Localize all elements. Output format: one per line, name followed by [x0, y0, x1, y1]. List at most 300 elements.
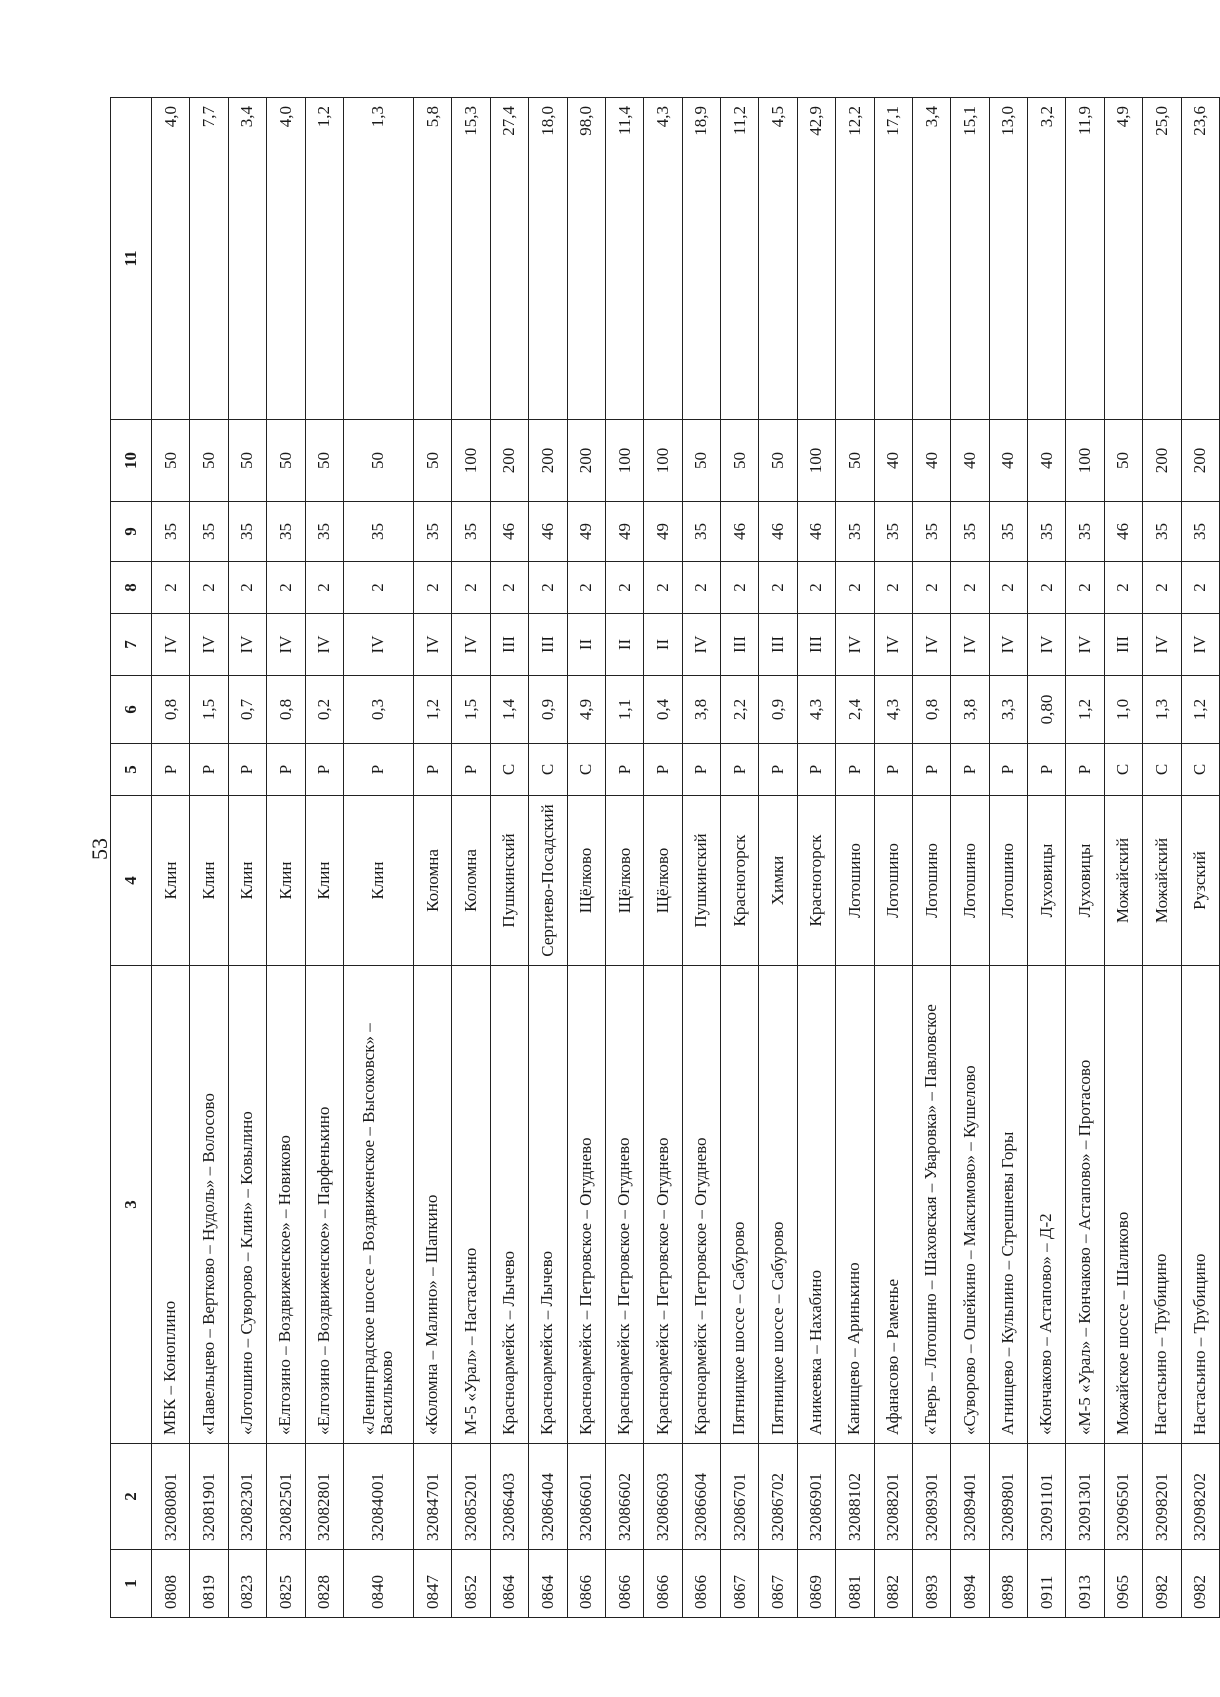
cell-col-11: 4,3	[644, 98, 682, 420]
cell-col-1: 0828	[305, 1550, 343, 1618]
cell-col-3: «М-5 «Урал» – Кончаково – Астапово» – Протасово	[1066, 966, 1104, 1444]
cell-col-3: Можайское шоссе – Шаликово	[1104, 966, 1142, 1444]
cell-col-5: Р	[682, 744, 720, 796]
cell-col-4: Лотошино	[836, 796, 874, 966]
cell-col-2: 32091101	[1028, 1444, 1066, 1550]
cell-col-4: Красногорск	[797, 796, 835, 966]
cell-col-9: 35	[912, 502, 950, 562]
table-body	[152, 98, 1220, 1618]
cell-col-5: Р	[989, 744, 1027, 796]
cell-col-8: 2	[797, 562, 835, 614]
cell-col-2: 32080801	[152, 1444, 190, 1550]
cell-col-3: Красноармейск – Лычево	[490, 966, 528, 1444]
cell-col-2: 32082301	[228, 1444, 266, 1550]
cell-col-3: «Елгозино – Воздвиженское» – Парфенькино	[305, 966, 343, 1444]
cell-col-7: II	[567, 614, 605, 676]
column-header-6: 6	[111, 676, 152, 744]
cell-col-8: 2	[228, 562, 266, 614]
cell-col-5: Р	[152, 744, 190, 796]
cell-col-10: 50	[414, 420, 452, 502]
cell-col-5: С	[1104, 744, 1142, 796]
cell-col-9: 35	[874, 502, 912, 562]
cell-col-11: 42,9	[797, 98, 835, 420]
cell-col-8: 2	[305, 562, 343, 614]
cell-col-9: 35	[267, 502, 305, 562]
table-row	[490, 98, 528, 1618]
cell-col-11: 15,3	[452, 98, 490, 420]
cell-col-5: Р	[305, 744, 343, 796]
cell-col-9: 35	[682, 502, 720, 562]
cell-col-11: 12,2	[836, 98, 874, 420]
cell-col-11: 11,2	[721, 98, 759, 420]
cell-col-9: 35	[305, 502, 343, 562]
cell-col-11: 3,4	[228, 98, 266, 420]
cell-col-1: 0825	[267, 1550, 305, 1618]
cell-col-11: 18,9	[682, 98, 720, 420]
cell-col-5: Р	[190, 744, 228, 796]
cell-col-2: 32086602	[605, 1444, 643, 1550]
cell-col-8: 2	[1143, 562, 1181, 614]
cell-col-4: Лотошино	[912, 796, 950, 966]
cell-col-7: III	[1104, 614, 1142, 676]
cell-col-3: Красноармейск – Лычево	[529, 966, 567, 1444]
table-row	[951, 98, 989, 1618]
cell-col-11: 3,4	[912, 98, 950, 420]
table-row	[989, 98, 1027, 1618]
cell-col-11: 1,2	[305, 98, 343, 420]
table-row	[644, 98, 682, 1618]
cell-col-10: 50	[836, 420, 874, 502]
cell-col-4: Химки	[759, 796, 797, 966]
cell-col-7: III	[759, 614, 797, 676]
cell-col-1: 0808	[152, 1550, 190, 1618]
cell-col-5: Р	[912, 744, 950, 796]
cell-col-3: «Елгозино – Воздвиженское» – Новиково	[267, 966, 305, 1444]
cell-col-8: 2	[190, 562, 228, 614]
cell-col-1: 0893	[912, 1550, 950, 1618]
cell-col-2: 32098202	[1181, 1444, 1220, 1550]
cell-col-1: 0866	[567, 1550, 605, 1618]
table-row	[912, 98, 950, 1618]
cell-col-2: 32082801	[305, 1444, 343, 1550]
cell-col-6: 2,4	[836, 676, 874, 744]
cell-col-8: 2	[529, 562, 567, 614]
cell-col-10: 50	[343, 420, 413, 502]
cell-col-1: 0866	[682, 1550, 720, 1618]
cell-col-2: 32088102	[836, 1444, 874, 1550]
cell-col-7: IV	[267, 614, 305, 676]
cell-col-2: 32086603	[644, 1444, 682, 1550]
cell-col-1: 0823	[228, 1550, 266, 1618]
cell-col-5: Р	[267, 744, 305, 796]
cell-col-3: Пятницкое шоссе – Сабурово	[759, 966, 797, 1444]
cell-col-7: IV	[989, 614, 1027, 676]
cell-col-4: Сергиево-Посадский	[529, 796, 567, 966]
table-row	[874, 98, 912, 1618]
cell-col-6: 0,8	[267, 676, 305, 744]
table-row	[836, 98, 874, 1618]
cell-col-10: 100	[1066, 420, 1104, 502]
cell-col-2: 32086404	[529, 1444, 567, 1550]
cell-col-5: С	[529, 744, 567, 796]
cell-col-8: 2	[759, 562, 797, 614]
cell-col-3: Красноармейск – Петровское – Огуднево	[682, 966, 720, 1444]
cell-col-6: 1,3	[1143, 676, 1181, 744]
cell-col-8: 2	[343, 562, 413, 614]
cell-col-8: 2	[1066, 562, 1104, 614]
cell-col-8: 2	[567, 562, 605, 614]
cell-col-4: Клин	[190, 796, 228, 966]
cell-col-7: IV	[836, 614, 874, 676]
header-row	[111, 98, 152, 1618]
cell-col-10: 200	[529, 420, 567, 502]
cell-col-6: 1,2	[1181, 676, 1220, 744]
cell-col-6: 3,3	[989, 676, 1027, 744]
cell-col-1: 0867	[721, 1550, 759, 1618]
cell-col-2: 32086604	[682, 1444, 720, 1550]
cell-col-10: 40	[989, 420, 1027, 502]
cell-col-4: Щёлково	[644, 796, 682, 966]
cell-col-10: 40	[1028, 420, 1066, 502]
table-row	[152, 98, 190, 1618]
cell-col-10: 50	[152, 420, 190, 502]
cell-col-3: «Лотошино – Суворово – Клин» – Ковылино	[228, 966, 266, 1444]
cell-col-9: 46	[490, 502, 528, 562]
cell-col-2: 32088201	[874, 1444, 912, 1550]
cell-col-11: 4,5	[759, 98, 797, 420]
cell-col-4: Лотошино	[951, 796, 989, 966]
cell-col-8: 2	[644, 562, 682, 614]
cell-col-5: Р	[836, 744, 874, 796]
cell-col-1: 0982	[1181, 1550, 1220, 1618]
cell-col-6: 0,8	[912, 676, 950, 744]
cell-col-8: 2	[1181, 562, 1220, 614]
cell-col-10: 200	[1181, 420, 1220, 502]
cell-col-7: III	[529, 614, 567, 676]
column-header-9: 9	[111, 502, 152, 562]
cell-col-7: IV	[152, 614, 190, 676]
cell-col-7: IV	[1028, 614, 1066, 676]
column-header-4: 4	[111, 796, 152, 966]
cell-col-2: 32085201	[452, 1444, 490, 1550]
cell-col-3: «Ленинградское шоссе – Воздвиженское – Высоковск» – Васильково	[343, 966, 413, 1444]
table-row	[1066, 98, 1104, 1618]
cell-col-7: IV	[951, 614, 989, 676]
table-row	[1143, 98, 1181, 1618]
cell-col-11: 4,0	[267, 98, 305, 420]
cell-col-8: 2	[989, 562, 1027, 614]
cell-col-5: Р	[759, 744, 797, 796]
cell-col-1: 0840	[343, 1550, 413, 1618]
cell-col-10: 50	[190, 420, 228, 502]
cell-col-5: Р	[452, 744, 490, 796]
cell-col-10: 100	[797, 420, 835, 502]
cell-col-2: 32086702	[759, 1444, 797, 1550]
cell-col-4: Коломна	[452, 796, 490, 966]
cell-col-10: 50	[228, 420, 266, 502]
cell-col-9: 35	[152, 502, 190, 562]
cell-col-4: Лотошино	[989, 796, 1027, 966]
cell-col-10: 100	[605, 420, 643, 502]
cell-col-9: 49	[605, 502, 643, 562]
column-header-8: 8	[111, 562, 152, 614]
cell-col-11: 25,0	[1143, 98, 1181, 420]
cell-col-5: Р	[644, 744, 682, 796]
column-header-1: 1	[111, 1550, 152, 1618]
cell-col-9: 35	[989, 502, 1027, 562]
cell-col-6: 1,0	[1104, 676, 1142, 744]
cell-col-5: Р	[797, 744, 835, 796]
cell-col-3: Красноармейск – Петровское – Огуднево	[567, 966, 605, 1444]
cell-col-11: 13,0	[989, 98, 1027, 420]
table-row	[759, 98, 797, 1618]
cell-col-3: «Кончаково – Астапово» – Д-2	[1028, 966, 1066, 1444]
cell-col-6: 3,8	[682, 676, 720, 744]
cell-col-5: Р	[874, 744, 912, 796]
cell-col-5: Р	[1066, 744, 1104, 796]
cell-col-5: Р	[343, 744, 413, 796]
cell-col-5: Р	[1028, 744, 1066, 796]
cell-col-7: IV	[228, 614, 266, 676]
cell-col-1: 0847	[414, 1550, 452, 1618]
cell-col-5: Р	[721, 744, 759, 796]
cell-col-1: 0864	[529, 1550, 567, 1618]
cell-col-9: 46	[721, 502, 759, 562]
cell-col-2: 32084701	[414, 1444, 452, 1550]
cell-col-6: 0,80	[1028, 676, 1066, 744]
cell-col-7: IV	[682, 614, 720, 676]
cell-col-7: III	[721, 614, 759, 676]
cell-col-6: 2,2	[721, 676, 759, 744]
cell-col-4: Щёлково	[605, 796, 643, 966]
cell-col-5: Р	[951, 744, 989, 796]
cell-col-3: Красноармейск – Петровское – Огуднево	[605, 966, 643, 1444]
cell-col-7: III	[797, 614, 835, 676]
cell-col-4: Рузский	[1181, 796, 1220, 966]
cell-col-7: IV	[452, 614, 490, 676]
cell-col-5: С	[567, 744, 605, 796]
cell-col-1: 0819	[190, 1550, 228, 1618]
cell-col-3: Красноармейск – Петровское – Огуднево	[644, 966, 682, 1444]
cell-col-2: 32089801	[989, 1444, 1027, 1550]
cell-col-4: Клин	[228, 796, 266, 966]
table-row	[682, 98, 720, 1618]
cell-col-9: 49	[567, 502, 605, 562]
cell-col-1: 0852	[452, 1550, 490, 1618]
cell-col-7: IV	[1066, 614, 1104, 676]
cell-col-2: 32091301	[1066, 1444, 1104, 1550]
cell-col-9: 35	[1028, 502, 1066, 562]
table-row	[1181, 98, 1220, 1618]
cell-col-5: Р	[414, 744, 452, 796]
cell-col-2: 32084001	[343, 1444, 413, 1550]
cell-col-3: Настасьино – Трубицино	[1181, 966, 1220, 1444]
cell-col-9: 35	[1143, 502, 1181, 562]
cell-col-9: 35	[951, 502, 989, 562]
cell-col-5: С	[1143, 744, 1181, 796]
cell-col-8: 2	[605, 562, 643, 614]
cell-col-7: III	[490, 614, 528, 676]
cell-col-7: II	[605, 614, 643, 676]
cell-col-6: 1,4	[490, 676, 528, 744]
cell-col-4: Клин	[343, 796, 413, 966]
cell-col-2: 32098201	[1143, 1444, 1181, 1550]
cell-col-8: 2	[414, 562, 452, 614]
cell-col-9: 35	[190, 502, 228, 562]
cell-col-6: 1,1	[605, 676, 643, 744]
column-header-7: 7	[111, 614, 152, 676]
cell-col-4: Клин	[152, 796, 190, 966]
cell-col-5: С	[1181, 744, 1220, 796]
cell-col-11: 23,6	[1181, 98, 1220, 420]
cell-col-6: 0,4	[644, 676, 682, 744]
cell-col-3: МБК – Коноплино	[152, 966, 190, 1444]
cell-col-10: 40	[951, 420, 989, 502]
cell-col-7: IV	[343, 614, 413, 676]
cell-col-8: 2	[874, 562, 912, 614]
cell-col-6: 4,9	[567, 676, 605, 744]
cell-col-2: 32086403	[490, 1444, 528, 1550]
cell-col-6: 1,2	[1066, 676, 1104, 744]
cell-col-3: Аникеевка – Нахабино	[797, 966, 835, 1444]
cell-col-8: 2	[951, 562, 989, 614]
column-header-3: 3	[111, 966, 152, 1444]
cell-col-1: 0882	[874, 1550, 912, 1618]
table-row	[305, 98, 343, 1618]
cell-col-4: Луховицы	[1066, 796, 1104, 966]
table-row	[267, 98, 305, 1618]
cell-col-10: 40	[874, 420, 912, 502]
cell-col-8: 2	[267, 562, 305, 614]
cell-col-10: 50	[759, 420, 797, 502]
cell-col-3: Афанасово – Раменье	[874, 966, 912, 1444]
cell-col-2: 32086901	[797, 1444, 835, 1550]
cell-col-4: Клин	[267, 796, 305, 966]
cell-col-3: «Суворово – Ошейкино – Максимово» – Кушелово	[951, 966, 989, 1444]
cell-col-10: 50	[1104, 420, 1142, 502]
cell-col-6: 3,8	[951, 676, 989, 744]
cell-col-11: 18,0	[529, 98, 567, 420]
cell-col-10: 40	[912, 420, 950, 502]
cell-col-2: 32086701	[721, 1444, 759, 1550]
table-row	[414, 98, 452, 1618]
cell-col-2: 32089301	[912, 1444, 950, 1550]
cell-col-8: 2	[912, 562, 950, 614]
cell-col-1: 0866	[605, 1550, 643, 1618]
road-data-table	[110, 97, 1220, 1618]
table-row	[721, 98, 759, 1618]
table-row	[605, 98, 643, 1618]
cell-col-1: 0881	[836, 1550, 874, 1618]
cell-col-11: 4,0	[152, 98, 190, 420]
cell-col-11: 11,9	[1066, 98, 1104, 420]
table-row	[1028, 98, 1066, 1618]
column-header-5: 5	[111, 744, 152, 796]
cell-col-3: Пятницкое шоссе – Сабурово	[721, 966, 759, 1444]
cell-col-11: 17,1	[874, 98, 912, 420]
rotated-table-container	[110, 98, 1220, 1618]
cell-col-6: 1,5	[452, 676, 490, 744]
table-row	[1104, 98, 1142, 1618]
cell-col-11: 3,2	[1028, 98, 1066, 420]
cell-col-4: Коломна	[414, 796, 452, 966]
cell-col-6: 4,3	[797, 676, 835, 744]
cell-col-11: 11,4	[605, 98, 643, 420]
cell-col-9: 35	[836, 502, 874, 562]
cell-col-6: 1,5	[190, 676, 228, 744]
cell-col-7: IV	[874, 614, 912, 676]
cell-col-10: 200	[567, 420, 605, 502]
cell-col-10: 100	[452, 420, 490, 502]
cell-col-6: 0,9	[529, 676, 567, 744]
cell-col-6: 0,9	[759, 676, 797, 744]
cell-col-5: С	[490, 744, 528, 796]
table-row	[797, 98, 835, 1618]
cell-col-8: 2	[452, 562, 490, 614]
cell-col-1: 0982	[1143, 1550, 1181, 1618]
column-header-10: 10	[111, 420, 152, 502]
cell-col-11: 1,3	[343, 98, 413, 420]
table-row	[228, 98, 266, 1618]
cell-col-9: 46	[1104, 502, 1142, 562]
page-number: 53	[87, 838, 112, 860]
cell-col-4: Луховицы	[1028, 796, 1066, 966]
table-row	[190, 98, 228, 1618]
cell-col-8: 2	[490, 562, 528, 614]
cell-col-9: 35	[452, 502, 490, 562]
table-row	[567, 98, 605, 1618]
cell-col-9: 35	[343, 502, 413, 562]
cell-col-4: Можайский	[1104, 796, 1142, 966]
cell-col-7: IV	[190, 614, 228, 676]
table-row	[529, 98, 567, 1618]
cell-col-6: 0,3	[343, 676, 413, 744]
cell-col-7: IV	[305, 614, 343, 676]
cell-col-2: 32089401	[951, 1444, 989, 1550]
cell-col-9: 46	[529, 502, 567, 562]
cell-col-3: «Павельцево – Вертково – Нудоль» – Волосово	[190, 966, 228, 1444]
cell-col-10: 200	[490, 420, 528, 502]
cell-col-6: 0,8	[152, 676, 190, 744]
cell-col-1: 0911	[1028, 1550, 1066, 1618]
cell-col-10: 100	[644, 420, 682, 502]
cell-col-11: 7,7	[190, 98, 228, 420]
cell-col-8: 2	[836, 562, 874, 614]
cell-col-1: 0869	[797, 1550, 835, 1618]
cell-col-9: 35	[414, 502, 452, 562]
cell-col-1: 0894	[951, 1550, 989, 1618]
cell-col-1: 0864	[490, 1550, 528, 1618]
cell-col-6: 0,7	[228, 676, 266, 744]
cell-col-8: 2	[152, 562, 190, 614]
cell-col-11: 4,9	[1104, 98, 1142, 420]
cell-col-2: 32086601	[567, 1444, 605, 1550]
cell-col-2: 32096501	[1104, 1444, 1142, 1550]
cell-col-8: 2	[1104, 562, 1142, 614]
cell-col-9: 35	[228, 502, 266, 562]
cell-col-10: 50	[305, 420, 343, 502]
cell-col-4: Клин	[305, 796, 343, 966]
cell-col-11: 27,4	[490, 98, 528, 420]
cell-col-9: 46	[797, 502, 835, 562]
cell-col-1: 0866	[644, 1550, 682, 1618]
cell-col-9: 35	[1066, 502, 1104, 562]
cell-col-3: Агнищево – Кульпино – Стрешневы Горы	[989, 966, 1027, 1444]
cell-col-5: Р	[228, 744, 266, 796]
column-header-11: 11	[111, 98, 152, 420]
cell-col-4: Красногорск	[721, 796, 759, 966]
cell-col-4: Пушкинский	[490, 796, 528, 966]
